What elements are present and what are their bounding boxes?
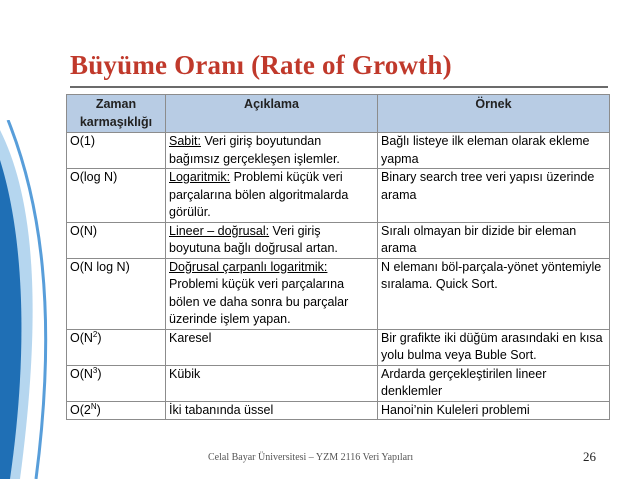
description-text: Problemi küçük veri parçalarına bölen algoritmalarda görülür. (169, 170, 349, 219)
slide-title: Büyüme Oranı (Rate of Growth) (70, 50, 452, 80)
table-row (67, 169, 610, 223)
header-example: Örnek (378, 95, 610, 133)
example-cell: Bağlı listeye ilk eleman olarak ekleme yapma (378, 133, 610, 169)
description-cell (166, 222, 378, 258)
description-cell (166, 401, 378, 420)
complexity-exponent: N (90, 401, 97, 411)
complexity-cell (67, 365, 166, 401)
blue-swoosh-decoration (0, 120, 70, 479)
complexity-base: O(N (70, 366, 93, 381)
example-cell: Sıralı olmayan bir dizide bir eleman arama (378, 222, 610, 258)
complexity-base: O(log N) (70, 170, 118, 184)
complexity-cell (67, 169, 166, 223)
complexity-cell (67, 329, 166, 365)
complexity-exponent: 3 (92, 365, 98, 375)
description-text: Veri giriş boyutuna bağlı doğrusal artan. (169, 223, 338, 255)
complexity-tail: ) (97, 330, 102, 345)
description-cell (166, 329, 378, 365)
description-term: Sabit: (169, 134, 201, 148)
complexity-tail: ) (97, 366, 102, 381)
table-row (67, 365, 610, 401)
description-text: Karesel (169, 330, 212, 345)
complexity-tail: ) (96, 402, 101, 417)
table-row (67, 401, 610, 420)
description-cell (166, 169, 378, 223)
complexity-base: O(N log N) (70, 259, 130, 274)
description-term: Doğrusal çarpanlı logaritmik: (169, 259, 328, 274)
title-divider (70, 86, 608, 88)
complexity-cell (67, 401, 166, 420)
complexity-base: O(N (70, 330, 93, 345)
footer-text: Celal Bayar Üniversitesi – YZM 2116 Veri Yapıları (208, 452, 414, 463)
description-text: Kübik (169, 366, 201, 381)
table-header-row (67, 95, 610, 133)
complexity-base: O(1) (70, 134, 95, 148)
complexity-cell (67, 258, 166, 329)
table-row (67, 222, 610, 258)
description-term: Logaritmik: (169, 170, 231, 184)
complexity-base: O(2 (70, 402, 91, 417)
description-term: Lineer – doğrusal: (169, 223, 270, 238)
description-text: Veri giriş boyutundan bağımsız gerçekleşen işlemler. (169, 134, 340, 166)
header-description: Açıklama (166, 95, 378, 133)
example-cell: Ardarda gerçekleştirilen lineer denklemler (378, 365, 610, 401)
example-cell: Hanoi’nin Kuleleri problemi (378, 401, 610, 420)
complexity-cell (67, 133, 166, 169)
table-row (67, 133, 610, 169)
table-row (67, 329, 610, 365)
growth-rate-table (66, 94, 610, 420)
complexity-cell (67, 222, 166, 258)
description-cell (166, 258, 378, 329)
header-complexity: Zaman karmaşıklığı (67, 95, 166, 133)
example-cell: Binary search tree veri yapısı üzerinde arama (378, 169, 610, 223)
complexity-base: O(N) (70, 223, 98, 238)
example-cell: Bir grafikte iki düğüm arasındaki en kısa yolu bulma veya Buble Sort. (378, 329, 610, 365)
description-text: Problemi küçük veri parçalarına bölen ve daha sonra bu parçalar üzerinde işlem yapan. (169, 277, 349, 326)
description-text: İki tabanında üssel (169, 402, 274, 417)
example-cell: N elemanı böl-parçala-yönet yöntemiyle sıralama. Quick Sort. (378, 258, 610, 329)
description-cell (166, 365, 378, 401)
description-cell (166, 133, 378, 169)
complexity-exponent: 2 (92, 329, 98, 339)
page-number: 26 (583, 449, 596, 464)
table-row (67, 258, 610, 329)
